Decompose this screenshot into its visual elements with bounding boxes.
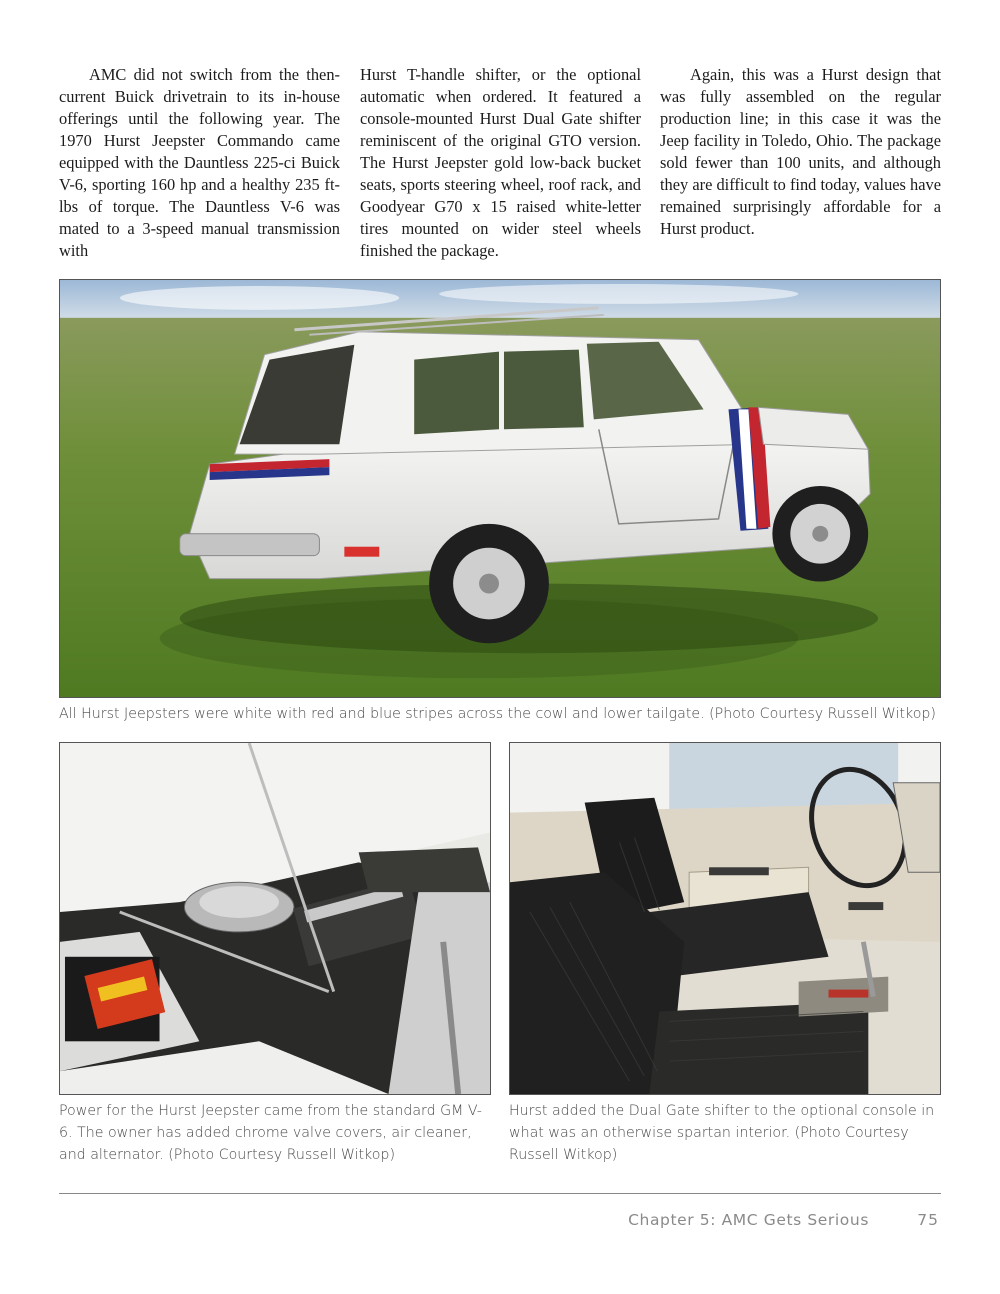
body-column-2 (360, 64, 641, 262)
chapter-title: Chapter 5: AMC Gets Serious (628, 1211, 869, 1229)
interior-photo (509, 742, 941, 1095)
body-paragraph: Again, this was a Hurst design that was fully assembled on the regular production line; in this case it was the Jeep facility in Toledo, Ohio. The package sold fewer than 100 units, and although they are difficult to find today, values have remained surprisingly affordable for a Hurst product. (660, 65, 941, 238)
engine-bay-photo (59, 742, 491, 1095)
body-column-3 (660, 64, 941, 240)
body-paragraph: Hurst T-handle shifter, or the optional automatic when ordered. It featured a console-mounted Hurst Dual Gate shifter reminiscent of the original GTO version. The Hurst Jeepster gold low-back bucket seats, sports steering wheel, roof rack, and Goodyear G70 x 15 raised white-letter tires mounted on wider steel wheels finished the package. (360, 65, 641, 260)
page-number: 75 (917, 1211, 939, 1229)
interior-photo-caption: Hurst added the Dual Gate shifter to the optional console in what was an otherwise spartan interior. (Photo Courtesy Russell Witkop) (509, 1103, 935, 1163)
jeepster-field-photo (59, 279, 941, 698)
body-column-1 (59, 64, 340, 262)
body-paragraph: AMC did not switch from the then-current Buick drivetrain to its in-house offerings until the following year. The 1970 Hurst Jeepster Commando came equipped with the Dauntless 225-ci Buick V-6, sporting 160 hp and a healthy 235 ft-lbs of torque. The Dauntless V-6 was mated to a 3-speed manual transmission with (59, 65, 340, 260)
engine-photo-caption: Power for the Hurst Jeepster came from the standard GM V-6. The owner has added chrome valve covers, air cleaner, and alternator. (Photo Courtesy Russell Witkop) (59, 1103, 482, 1163)
main-photo-caption: All Hurst Jeepsters were white with red and blue stripes across the cowl and lower tailgate. (Photo Courtesy Russell Witkop) (59, 706, 936, 722)
footer-rule (59, 1193, 941, 1194)
